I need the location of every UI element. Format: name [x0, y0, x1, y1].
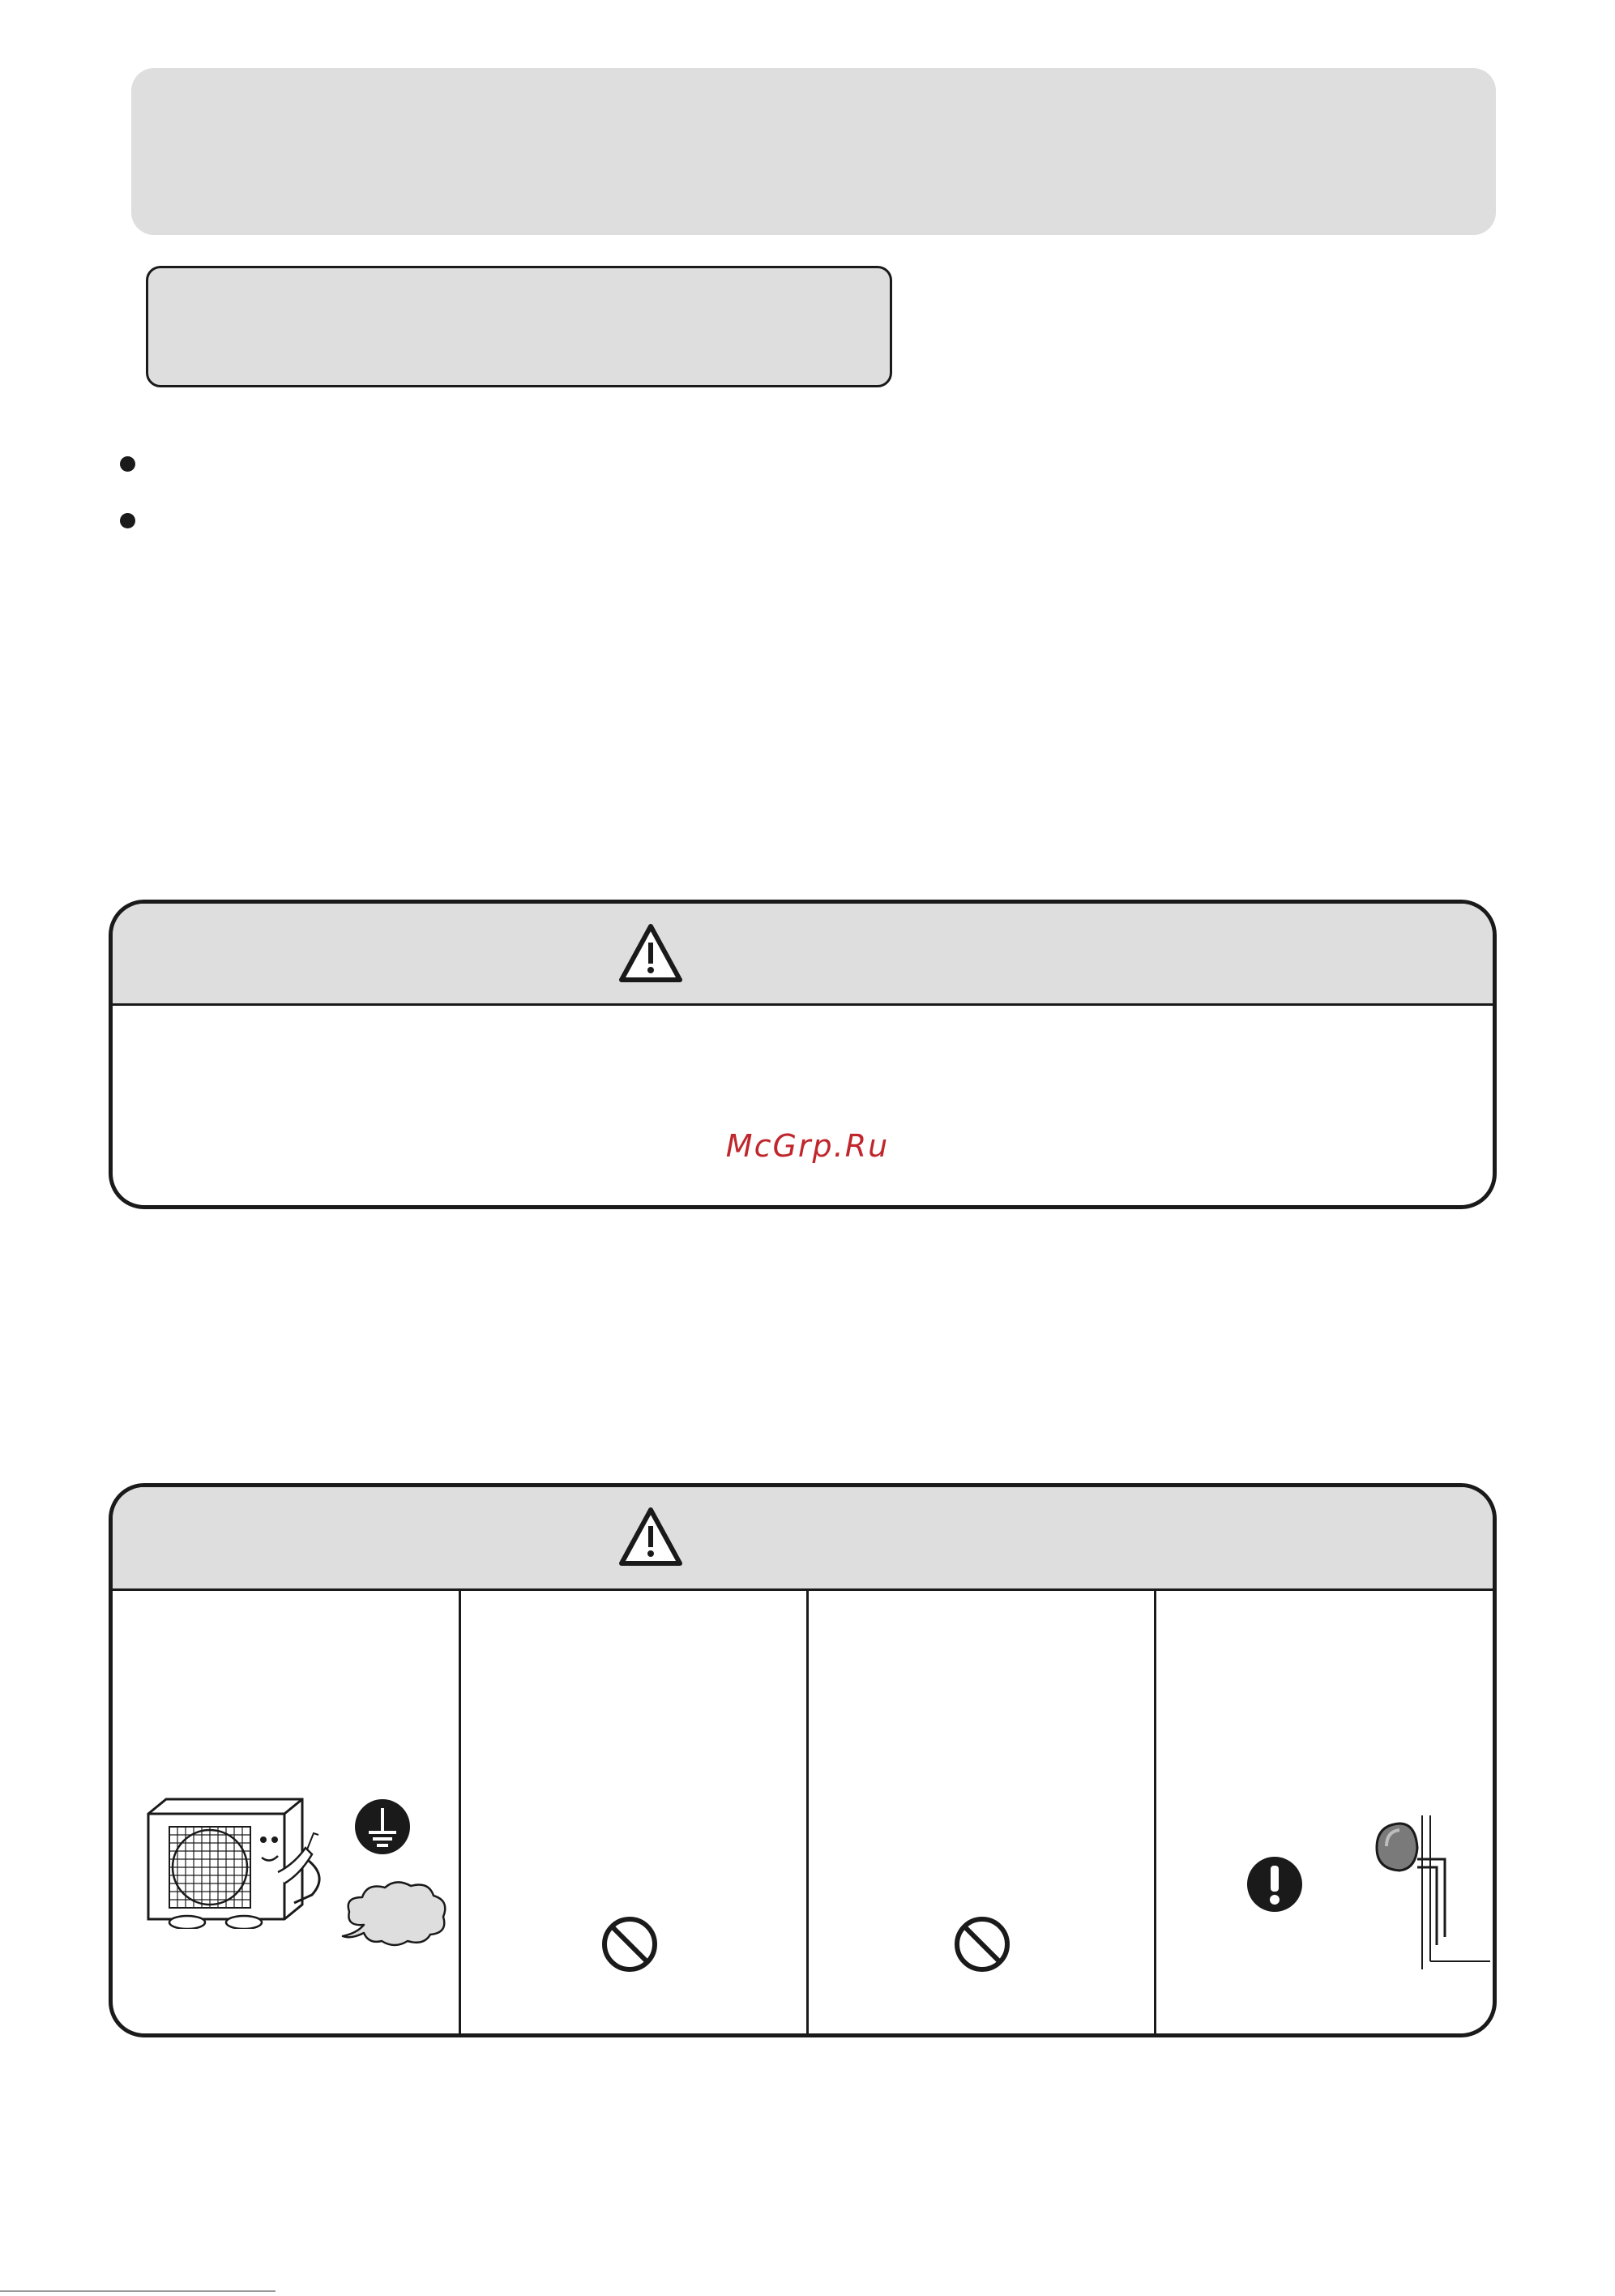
column-divider [806, 1588, 809, 2033]
warning-triangle-icon [618, 923, 683, 983]
watermark: McGrp.Ru [725, 1128, 890, 1164]
column-divider [1154, 1588, 1156, 2033]
bullet-1 [120, 456, 135, 472]
warning-panel-2 [109, 1483, 1497, 2037]
warning-panel-1-header [113, 904, 1493, 1006]
speech-cloud [340, 1876, 453, 1949]
wall-pipe-illustration [1344, 1815, 1490, 1969]
title-banner [131, 68, 1496, 235]
bullet-2 [120, 513, 135, 528]
no-entry-circle-icon [954, 1916, 1010, 1973]
outdoor-unit-illustration [140, 1783, 335, 1929]
panel-2-body [113, 1588, 1493, 2033]
no-entry-circle-icon [601, 1916, 658, 1973]
earth-ground-icon [354, 1798, 411, 1855]
subtitle-box [146, 266, 892, 387]
warning-panel-2-header [113, 1487, 1493, 1591]
warning-triangle-icon [618, 1507, 683, 1567]
column-divider [459, 1588, 461, 2033]
exclamation-mandatory-icon [1246, 1856, 1303, 1913]
footer-rule [0, 2290, 276, 2292]
